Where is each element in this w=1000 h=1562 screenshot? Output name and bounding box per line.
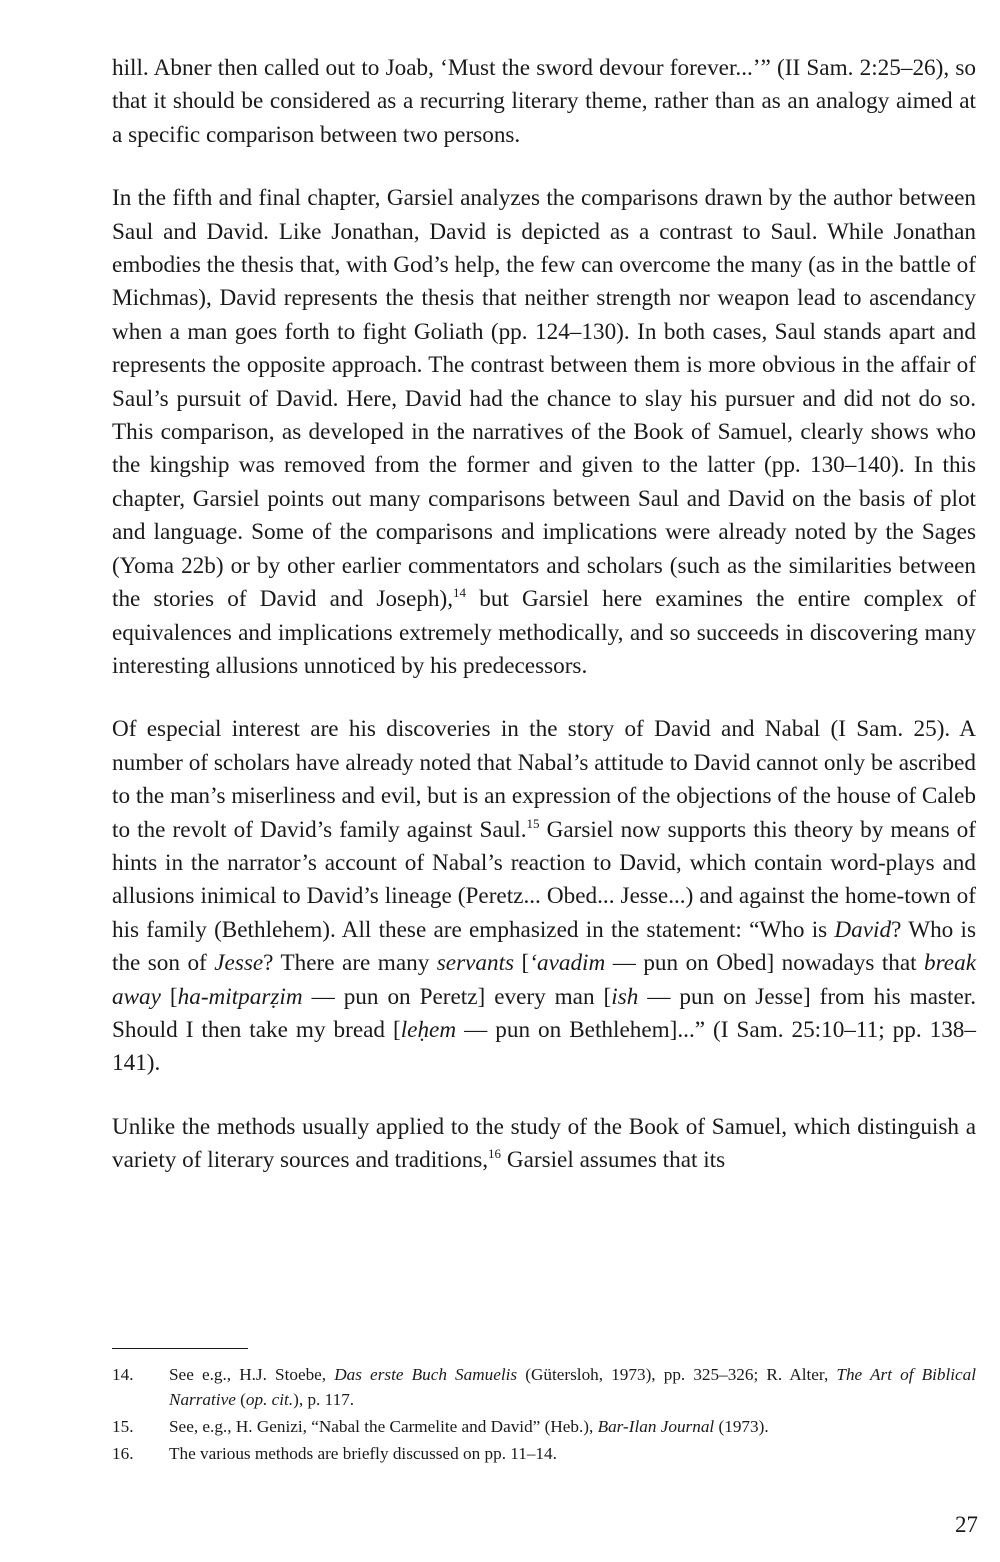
footnote-divider — [112, 1348, 248, 1349]
text-run: — pun on Peretz] every man [ — [302, 983, 612, 1010]
text-run: Unlike the methods usually applied to the study of the Book of Samuel, which distinguish a variety of literary sources and traditions, — [112, 1113, 976, 1174]
footnote-text — [169, 1414, 976, 1439]
footnote-number: 15. — [112, 1417, 134, 1436]
text-run: ), p. 117. — [293, 1390, 355, 1409]
footnote — [112, 1362, 976, 1412]
text-run: The various methods are briefly discussed on pp. 11–14. — [169, 1444, 557, 1463]
text-run: [ — [160, 983, 178, 1010]
text-run: Of especial interest are his discoveries in the story of David and Nabal (I Sam. 25). A number of scholars have already noted that Nabal’s attitude to David cannot only be ascribed to the man’s miserliness and evil, but is an expression of the objections of the house of Caleb to the revolt of David’s family against Saul. — [112, 716, 976, 843]
footnote-text — [169, 1441, 976, 1466]
italic-text: break away — [112, 950, 976, 1010]
footnote — [112, 1441, 976, 1466]
text-run: hill. Abner then called out to Joab, ‘Must the sword devour forever...’” (II Sam. 2:25–26), so that it should be considered as a recurring literary theme, rather than as an analogy aimed at a specific comparison between two persons. — [112, 55, 976, 148]
italic-text: ‘avadim — [529, 950, 606, 977]
footnote-ref: 16 — [488, 1146, 502, 1162]
main-text — [112, 52, 976, 1178]
footnote — [112, 1414, 976, 1439]
paragraph — [112, 182, 976, 683]
text-run: ? Who is the son of — [112, 916, 976, 977]
text-run: — pun on Jesse] from his master. Should I then take my bread [ — [112, 983, 976, 1043]
italic-text: op. cit. — [245, 1390, 294, 1409]
text-run: Garsiel assumes that its — [501, 1147, 726, 1174]
text-run: ? There are many — [263, 950, 437, 977]
footnote-ref: 14 — [453, 585, 467, 601]
text-run: (1973). — [714, 1417, 769, 1436]
text-run: but Garsiel here examines the entire complex of equivalences and implications extremely methodically, and so succeeds in discovering many interesting allusions unnoticed by his predecessors. — [112, 586, 976, 679]
text-run: In the fifth and final chapter, Garsiel analyzes the comparisons drawn by the author between Saul and David. Like Jonathan, David is depicted as a contrast to Saul. While Jonathan embodies the thesis that, with God’s help, the few can overcome the many (as in the battle of Michmas), David represents the thesis that neither strength nor weapon lead to ascendancy when a man goes forth to fight Goliath (pp. 124–130). In both cases, Saul stands apart and represents the opposite approach. The contrast between them is more obvious in the affair of Saul’s pursuit of David. Here, David had the chance to slay his pursuer and did not do so. This comparison, as developed in the narratives of the Book of Samuel, clearly shows who the kingship was removed from the former and given to the latter (pp. 130–140). In this chapter, Garsiel points out many comparisons between Saul and David on the basis of plot and language. Some of the comparisons and implications were already noted by the Sages (Yoma 22b) or by other earlier commentators and scholars (such as the similarities between the stories of David and Joseph), — [112, 185, 976, 613]
footnote-number: 16. — [112, 1444, 134, 1463]
footnotes — [112, 1362, 976, 1468]
footnote-text — [169, 1362, 976, 1412]
paragraph — [112, 52, 976, 152]
text-run: — pun on Obed] nowadays that — [605, 950, 925, 977]
italic-text: The Art of Biblical Narrative — [169, 1365, 977, 1409]
paragraph — [112, 713, 976, 1080]
text-run: [ — [514, 950, 530, 977]
italic-text: Das erste Buch Samuelis — [334, 1365, 518, 1384]
text-run: See, e.g., H. Genizi, “Nabal the Carmelite and David” (Heb.), — [169, 1417, 598, 1436]
italic-text: Bar-Ilan Journal — [597, 1417, 715, 1436]
page-number: 27 — [955, 1512, 978, 1537]
italic-text: leḥem — [400, 1016, 457, 1043]
text-run: See e.g., H.J. Stoebe, — [169, 1365, 335, 1384]
italic-text: David — [834, 916, 892, 943]
footnote-ref: 15 — [526, 815, 540, 831]
paragraph — [112, 1111, 976, 1178]
footnote-number: 14. — [112, 1365, 134, 1384]
text-run: ( — [235, 1390, 246, 1409]
text-run: Garsiel now supports this theory by means of hints in the narrator’s account of Nabal’s reaction to David, which contain word-plays and allusions inimical to David’s lineage (Peretz... Obed... Jesse...) and against the home-town of his family (Bethlehem). All these are emphasized in the statement: “Who is — [112, 816, 976, 943]
italic-text: Jesse — [214, 950, 264, 977]
italic-text: ha-mitparẓim — [177, 983, 303, 1010]
text-run: — pun on Bethlehem]...” (I Sam. 25:10–11; pp. 138–141). — [112, 1016, 976, 1077]
italic-text: servants — [436, 950, 515, 977]
italic-text: ish — [611, 983, 639, 1010]
text-run: (Gütersloh, 1973), pp. 325–326; R. Alter, — [517, 1365, 837, 1384]
